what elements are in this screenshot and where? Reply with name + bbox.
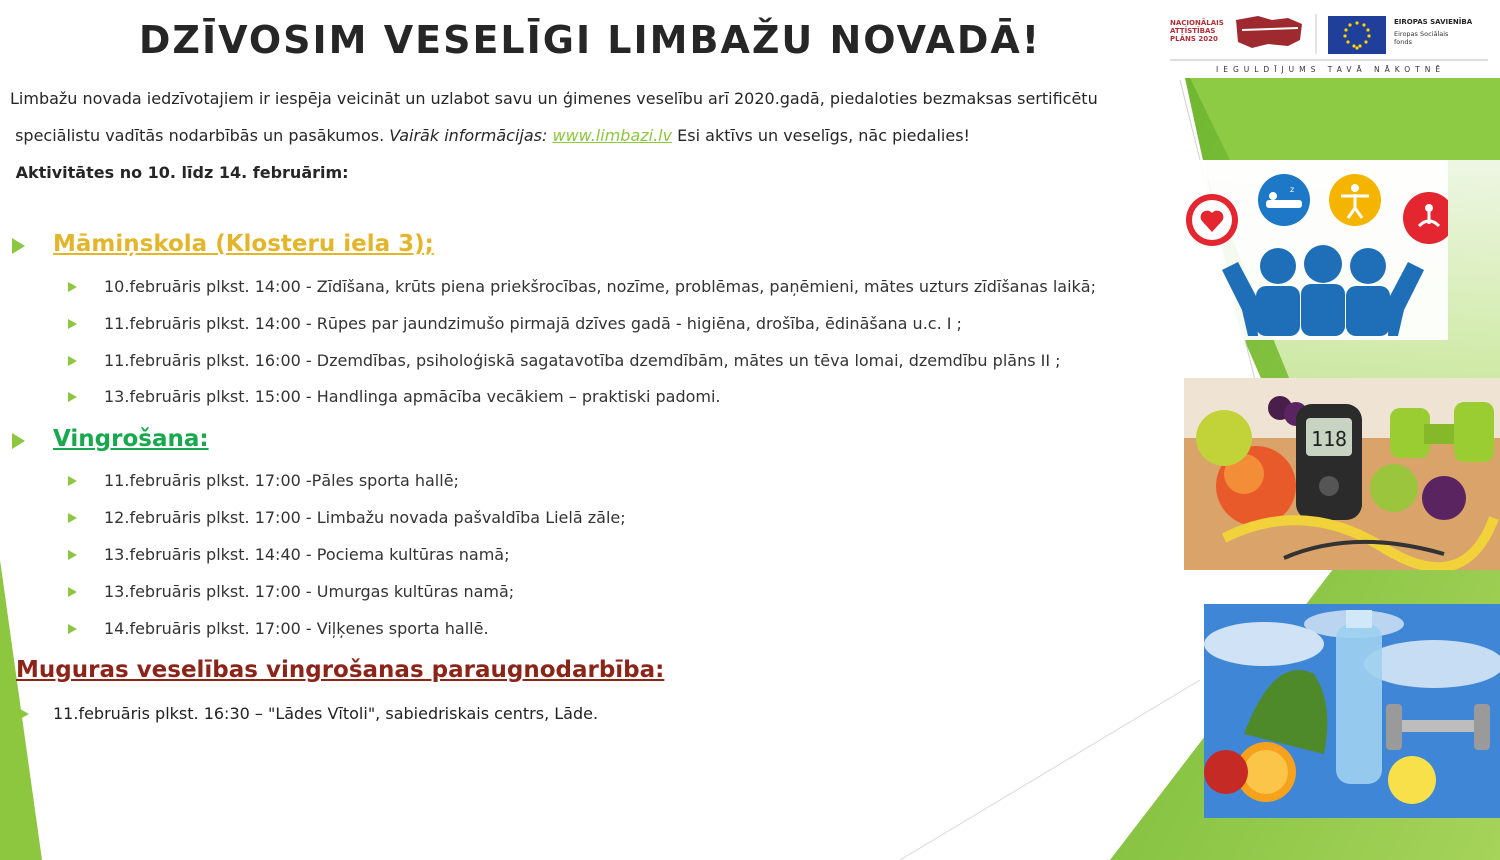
- national-plan-line-1: NACIONĀLAIS: [1170, 19, 1224, 27]
- activities-dates: Aktivitātes no 10. līdz 14. februārim:: [15, 163, 349, 182]
- list-item: 11.februāris plkst. 14:00 - Rūpes par jaundzimušo pirmajā dzīves gadā - higiēna, drošība, ēdināšana u.c. I ;: [104, 314, 962, 333]
- intro-line-2-end: Esi aktīvs un veselīgs, nāc piedalies!: [672, 126, 970, 145]
- eu-fund-line-2: fonds: [1394, 38, 1412, 46]
- section-arrow-icon: [12, 433, 25, 449]
- apple-icon: [1196, 410, 1252, 466]
- intro-line-3: [10, 154, 1110, 191]
- list-item: 13.februāris plkst. 15:00 - Handlinga apmācība vecākiem – praktiski padomi.: [104, 387, 721, 406]
- list-item: 14.februāris plkst. 17:00 - Viļķenes sporta hallē.: [104, 619, 489, 638]
- bullet-arrow-icon: [68, 356, 77, 366]
- section-heading-vingrosana: Vingrošana:: [53, 426, 209, 452]
- section-heading-muguras: Muguras veselības vingrošanas paraugnodarbība:: [16, 657, 665, 683]
- bullet-arrow-icon: [68, 282, 77, 292]
- slogan: IEGULDĪJUMS TAVĀ NĀKOTNĒ: [1216, 65, 1446, 74]
- list-item: 10.februāris plkst. 14:00 - Zīdīšana, krūts piena priekšrocības, nozīme, problēmas, paņēmieni, mātes uzturs zīdīšanas laikā;: [104, 277, 1096, 296]
- heart-icon: [1186, 194, 1238, 246]
- eu-title: EIROPAS SAVIENĪBA: [1394, 18, 1473, 26]
- latvia-map-icon: [1236, 16, 1302, 48]
- glucometer-reading: 118: [1310, 427, 1348, 451]
- intro-block: [10, 80, 1110, 191]
- right-light-panel-2: [1190, 78, 1500, 160]
- intro-line-2: [10, 117, 1110, 154]
- list-item: 12.februāris plkst. 17:00 - Limbažu novada pašvaldība Lielā zāle;: [104, 508, 626, 527]
- bullet-arrow-icon: [68, 513, 77, 523]
- water-bottle-icon: [1336, 610, 1382, 784]
- intro-line-1: Limbažu novada iedzīvotajiem ir iespēja veicināt un uzlabot savu un ģimenes veselību arī 2020.gadā, piedaloties bezmaksas sertificētu: [10, 89, 1098, 108]
- national-plan-line-3: PLĀNS 2020: [1170, 35, 1218, 43]
- bullet-arrow-icon: [68, 550, 77, 560]
- eu-fund-line-1: Eiropas Sociālais: [1394, 30, 1449, 38]
- list-item: 13.februāris plkst. 14:40 - Pociema kultūras namā;: [104, 545, 510, 564]
- svg-text:z: z: [1290, 185, 1295, 194]
- section-arrow-icon: [12, 238, 25, 254]
- bullet-arrow-icon: [68, 319, 77, 329]
- sleep-icon: [1258, 174, 1310, 226]
- list-item: 11.februāris plkst. 16:30 – "Lādes Vītoli", sabiedriskais centrs, Lāde.: [53, 704, 599, 723]
- list-item: 11.februāris plkst. 16:00 - Dzemdības, psiholoģiskā sagatavotība dzemdībām, mātes un tēva lomai, dzemdību plāns II ;: [104, 351, 1061, 370]
- fitness-icon: [1329, 174, 1381, 226]
- list-item: 13.februāris plkst. 17:00 - Umurgas kultūras namā;: [104, 582, 515, 601]
- logo-bar: [1168, 10, 1490, 78]
- website-link[interactable]: www.limbazi.lv: [552, 126, 673, 145]
- glucometer-icon: [1296, 404, 1362, 520]
- more-info-label: Vairāk informācijas:: [389, 126, 553, 145]
- intro-line-2-start: speciālistu vadītās nodarbībās un pasākumos.: [15, 126, 390, 145]
- national-plan-line-2: ATTĪSTĪBAS: [1170, 27, 1216, 35]
- bullet-arrow-icon: [68, 624, 77, 634]
- health-icons-image: [1178, 160, 1448, 340]
- fruits-glucometer-image: [1184, 378, 1500, 570]
- list-item: 11.februāris plkst. 17:00 -Pāles sporta hallē;: [104, 471, 459, 490]
- vegetables-water-image: [1204, 604, 1500, 818]
- bullet-arrow-icon: [68, 476, 77, 486]
- pear-icon: [1370, 464, 1418, 512]
- bullet-arrow-icon: [68, 587, 77, 597]
- plum-icon: [1422, 476, 1466, 520]
- apple-icon: [1204, 750, 1248, 794]
- section-heading-maminskola: Māmiņskola (Klosteru iela 3);: [53, 231, 434, 257]
- lemon-icon: [1388, 756, 1436, 804]
- page-title: DZĪVOSIM VESELĪGI LIMBAŽU NOVADĀ!: [138, 18, 1042, 62]
- bullet-arrow-icon: [20, 709, 29, 719]
- bullet-arrow-icon: [68, 392, 77, 402]
